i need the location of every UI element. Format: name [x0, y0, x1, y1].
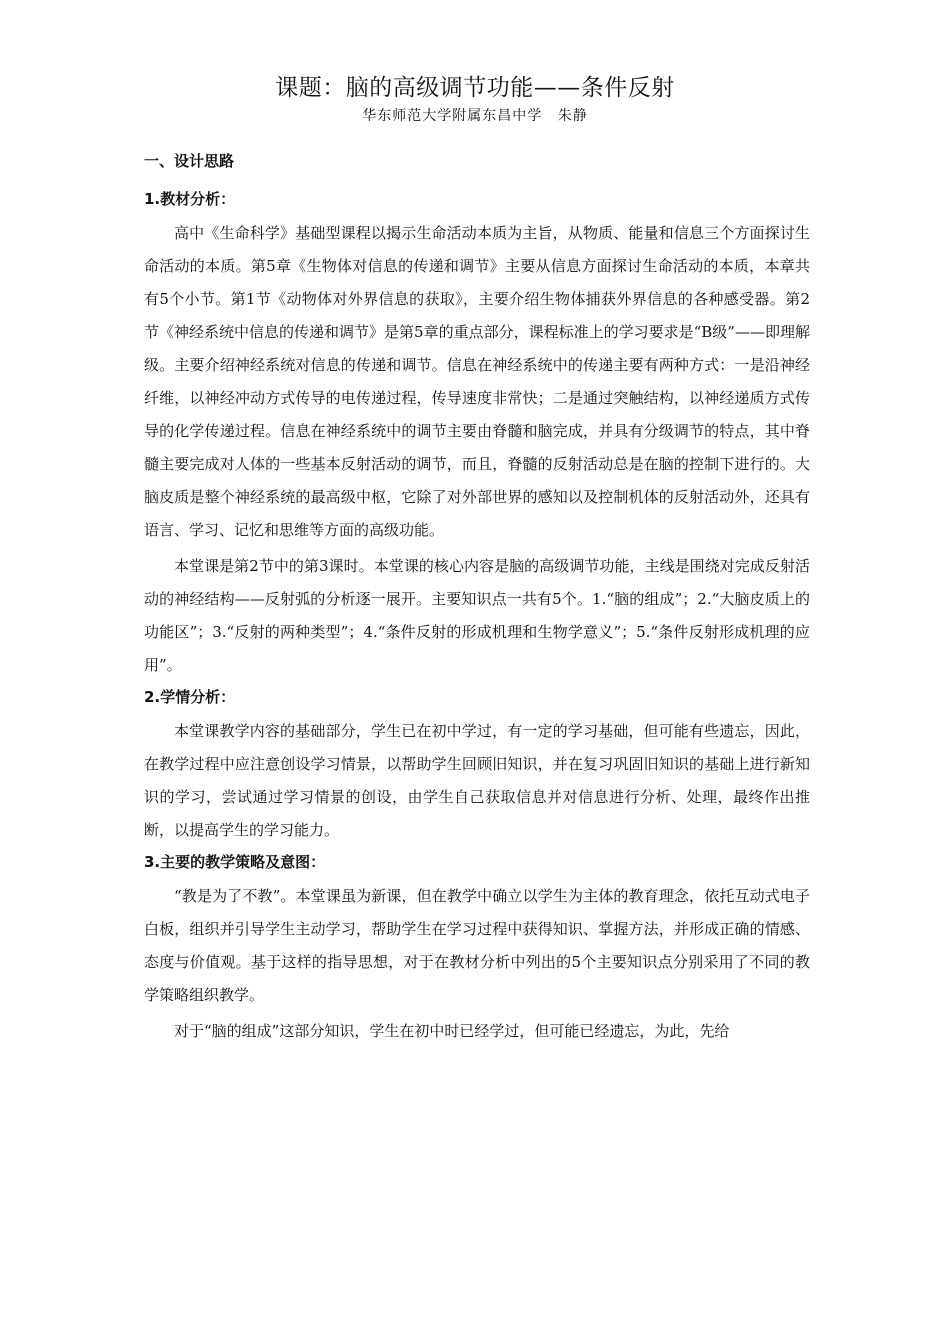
- subsection-heading-textbook-analysis: 1.教材分析：: [144, 190, 236, 208]
- paragraph-textbook-analysis-2: 本堂课是第2节中的第3课时。本堂课的核心内容是脑的高级调节功能，主线是围绕对完成反射活动的神经结构——反射弧的分析逐一展开。主要知识点一共有5个。1.“脑的组成”；2.“大脑皮质上的功能区”；3.“反射的两种类型”；4.“条件反射的形成机理和生物学意义”；5.“条件反射形成机理的应用”。: [144, 557, 810, 674]
- subsection-heading-student-analysis: 2.学情分析：: [144, 688, 236, 706]
- paragraph-teaching-strategy-2: 对于“脑的组成”这部分知识，学生在初中时已经学过，但可能已经遗忘，为此，先给: [174, 1022, 730, 1040]
- paragraph-textbook-analysis-1: 高中《生命科学》基础型课程以揭示生命活动本质为主旨，从物质、能量和信息三个方面探讨生命活动的本质。第5章《生物体对信息的传递和调节》主要从信息方面探讨生命活动的本质，本章共有5个小节。第1节《动物体对外界信息的获取》，主要介绍生物体捕获外界信息的各种感受器。第2节《神经系统中信息的传递和调节》是第5章的重点部分，课程标准上的学习要求是“B级”——即理解级。主要介绍神经系统对信息的传递和调节。信息在神经系统中的传递主要有两种方式：一是沿神经纤维，以神经冲动方式传导的电传递过程，传导速度非常快；二是通过突触结构，以神经递质方式传导的化学传递过程。信息在神经系统中的调节主要由脊髓和脑完成，并具有分级调节的特点，其中脊髓主要完成对人体的一些基本反射活动的调节，而且，脊髓的反射活动总是在脑的控制下进行的。大脑皮质是整个神经系统的最高级中枢，它除了对外部世界的感知以及控制机体的反射活动外，还具有语言、学习、记忆和思维等方面的高级功能。: [144, 224, 810, 539]
- document-title: 课题：脑的高级调节功能——条件反射: [275, 75, 675, 101]
- section-heading-design: 一、设计思路: [144, 152, 235, 170]
- paragraph-teaching-strategy-1: “教是为了不教”。本堂课虽为新课，但在教学中确立以学生为主体的教育理念，依托互动式电子白板，组织并引导学生主动学习，帮助学生在学习过程中获得知识、掌握方法，并形成正确的情感、态度与价值观。基于这样的指导思想，对于在教材分析中列出的5个主要知识点分别采用了不同的教学策略组织教学。: [144, 887, 810, 1004]
- document-author: 华东师范大学附属东昌中学 朱静: [362, 108, 588, 124]
- document-body: [144, 146, 810, 1048]
- paragraph-student-analysis: 本堂课教学内容的基础部分，学生已在初中学过，有一定的学习基础，但可能有些遗忘，因此，在教学过程中应注意创设学习情景，以帮助学生回顾旧知识，并在复习巩固旧知识的基础上进行新知识的学习，尝试通过学习情景的创设，由学生自己获取信息并对信息进行分析、处理，最终作出推断，以提高学生的学习能力。: [144, 722, 810, 839]
- subsection-heading-teaching-strategy: 3.主要的教学策略及意图：: [144, 853, 326, 871]
